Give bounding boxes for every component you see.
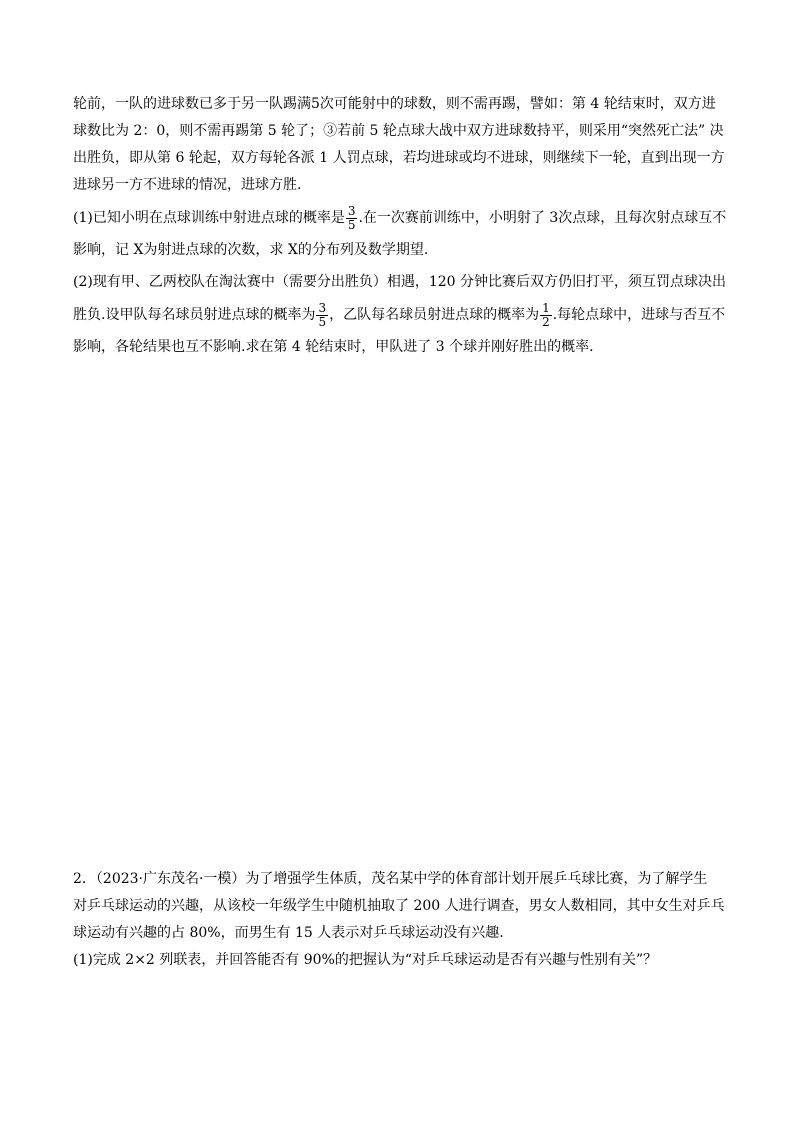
problem-2 (73, 866, 723, 974)
problem-2-header-line: 2．（2023·广东茂名·一模）为了增强学生体质，茂名某中学的体育部计划开展乒乓球比赛，为了解学生 (73, 871, 708, 887)
fraction-numerator: 3 (318, 300, 327, 315)
fraction-three-fifths (316, 302, 328, 329)
fraction-denominator: 5 (318, 314, 327, 329)
question-1-part-2-line-1: (2)现有甲、乙两校队在淘汰赛中（需要分出胜负）相遇，120 分钟比赛后双方仍旧打平，须互罚点球决出 (73, 274, 727, 290)
text-line: 球运动有兴趣的占 80%，而男生有 15 人表示对乒乓球运动没有兴趣. (73, 925, 504, 941)
question-text: 胜负.设甲队每名球员射进点球的概率为 (73, 307, 316, 323)
text-line: 出胜负，即从第 6 轮起，双方每轮各派 1 人罚点球，若均进球或均不进球，则继续下一轮，直到出现一方 (73, 150, 725, 166)
text-line: 对乒乓球运动的兴趣，从该校一年级学生中随机抽取了 200 人进行调查，男女人数相同，其中女生对乒乓 (73, 898, 725, 914)
problem-1-continuation (73, 91, 727, 361)
question-2-part-1: (1)完成 2×2 列联表，并回答能否有 90%的把握认为“对乒乓球运动是否有兴趣与性别有关”？ (73, 952, 658, 968)
fraction-three-fifths (346, 205, 358, 232)
question-1-part-2-line-2 (73, 296, 726, 334)
text-line: 进球另一方不进球的情况，进球方胜. (73, 177, 302, 193)
question-text: (1)已知小明在点球训练中射进点球的概率是 (73, 210, 345, 226)
question-text: .每轮点球中，进球与否互不 (552, 307, 726, 323)
question-text: ，乙队每名球员射进点球的概率为 (329, 307, 540, 323)
fraction-one-half (540, 302, 552, 329)
question-1-part-2-line-3: 影响，各轮结果也互不影响.求在第 4 轮结束时，甲队进了 3 个球并刚好胜出的概率. (73, 339, 594, 355)
fraction-denominator: 2 (542, 314, 550, 329)
question-1-part-1-line-2: 影响，记 X为射进点球的次数，求 X的分布列及数学期望. (73, 242, 429, 258)
text-line: 轮前，一队的进球数已多于另一队踢满5次可能射中的球数，则不需再踢，譬如：第 4 轮结束时，双方进 (73, 96, 716, 112)
question-1-part-1-line-1 (73, 199, 727, 237)
fraction-numerator: 3 (347, 203, 356, 218)
question-text: .在一次赛前训练中，小明射了 3次点球，且每次射点球互不 (358, 210, 727, 226)
fraction-denominator: 5 (347, 217, 356, 232)
text-line: 球数比为 2：0，则不需再踢第 5 轮了；③若前 5 轮点球大战中双方进球数持平，则采用“突然死亡法” 决 (73, 123, 724, 139)
fraction-numerator: 1 (542, 300, 550, 315)
